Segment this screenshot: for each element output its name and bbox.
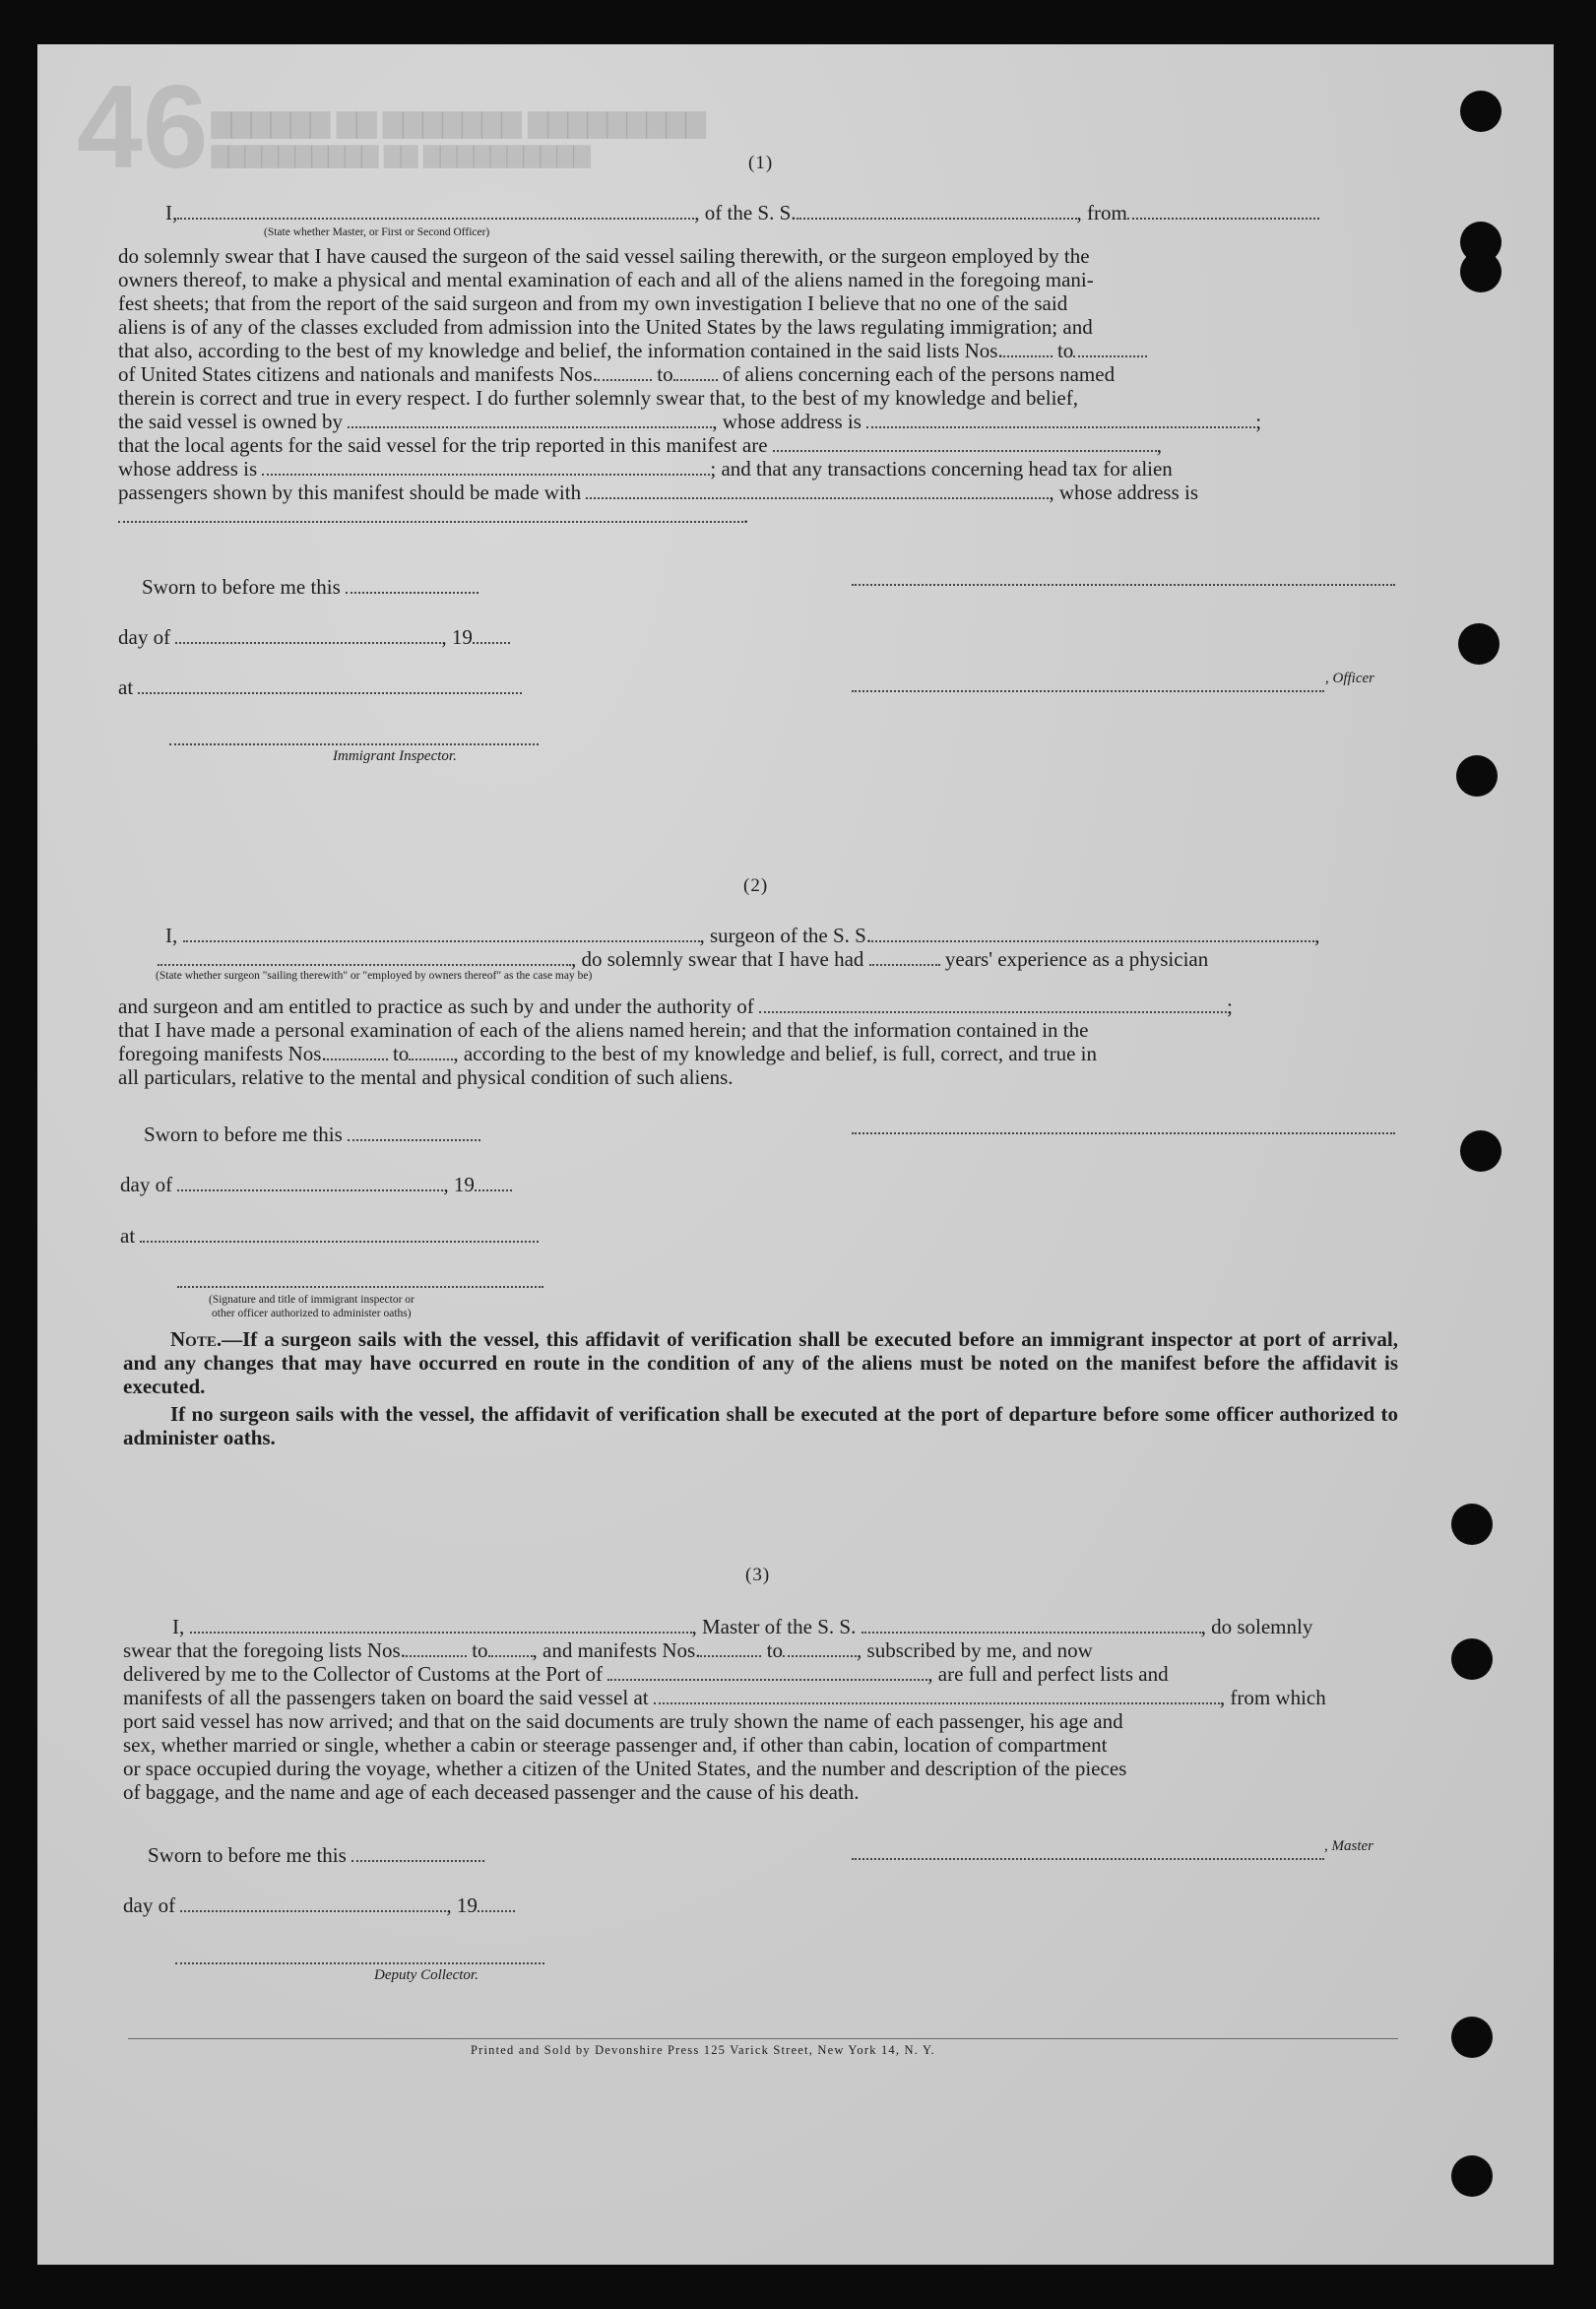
printer-imprint: Printed and Sold by Devonshire Press 125 Varick Street, New York 14, N. Y. xyxy=(471,2043,935,2057)
lists-nos-to-field[interactable] xyxy=(1073,342,1147,357)
bleed-through-big-number: 46 xyxy=(77,61,209,193)
s1-sworn: Sworn to before me this xyxy=(142,575,479,599)
s3-sworn-date-field[interactable] xyxy=(351,1846,484,1862)
s2-sig-hint-1: (Signature and title of immigrant inspector or xyxy=(209,1294,415,1306)
head-tax-address-field[interactable] xyxy=(118,507,743,523)
vessel-name-field[interactable] xyxy=(797,204,1077,220)
s2-day-of: day of , 19 xyxy=(120,1173,512,1196)
punch-hole-8 xyxy=(1451,1638,1493,1680)
s2-year-field[interactable] xyxy=(475,1176,512,1191)
s3-collector-signature-line[interactable] xyxy=(175,1962,544,1964)
s1-officer-hint: (State whether Master, or First or Second Officer) xyxy=(264,226,490,238)
s1-day-of: day of , 19 xyxy=(118,625,510,649)
s2-signature-line-top[interactable] xyxy=(852,1132,1395,1134)
s2-line-1: I, , surgeon of the S. S. , xyxy=(165,924,1320,947)
owner-address-field[interactable] xyxy=(866,413,1255,428)
punch-hole-6 xyxy=(1460,1130,1501,1172)
punch-hole-4 xyxy=(1458,623,1500,665)
s3-embark-port-field[interactable] xyxy=(654,1689,1220,1704)
s3-lists-to-field[interactable] xyxy=(488,1641,533,1657)
s3-port-field[interactable] xyxy=(607,1665,927,1681)
s3-manifests-to-field[interactable] xyxy=(783,1641,857,1657)
bleed-through-header-2: ▇▇▇▇▇▇▇▇▇▇ ▇▇ ▇▇▇▇▇▇▇▇▇▇ xyxy=(212,143,591,167)
agents-address-field[interactable] xyxy=(262,460,710,476)
local-agents-field[interactable] xyxy=(773,436,1157,452)
authority-field[interactable] xyxy=(759,997,1227,1013)
s2-at-field[interactable] xyxy=(140,1227,539,1243)
section-2-number: (2) xyxy=(743,875,769,896)
from-port-field[interactable] xyxy=(1127,204,1319,220)
s3-sworn: Sworn to before me this xyxy=(148,1843,484,1867)
manifests-nos-from-field[interactable] xyxy=(598,365,652,381)
note-paragraph-1: Note.—If a surgeon sails with the vessel, this affidavit of verification shall be executed before an immigrant inspector at port of arrival, and any changes that may have occurred en route in the condition of any of the aliens must be noted on the manifest before the affidavit is executed. xyxy=(123,1327,1398,1398)
punch-hole-3 xyxy=(1460,251,1501,292)
s3-day-of: day of , 19 xyxy=(123,1893,515,1917)
s3-line-3: delivered by me to the Collector of Customs at the Port of , are full and perfect lists and xyxy=(123,1662,1169,1686)
s3-line-1: I, , Master of the S. S. , do solemnly xyxy=(172,1615,1313,1638)
s3-vessel-field[interactable] xyxy=(862,1618,1201,1634)
s2-surgeon-hint: (State whether surgeon "sailing therewith" or "employed by owners thereof" as the case may be) xyxy=(156,970,593,982)
s2-line-2: , do solemnly swear that I have had years' experience as a physician xyxy=(158,947,1208,971)
s1-inspector-label: Immigrant Inspector. xyxy=(333,748,457,764)
s2-inspector-signature-line[interactable] xyxy=(177,1286,543,1288)
s2-day-field[interactable] xyxy=(177,1176,443,1191)
s2-at: at xyxy=(120,1224,539,1248)
section-3-number: (3) xyxy=(745,1565,771,1585)
lists-nos-from-field[interactable] xyxy=(1003,342,1053,357)
footer-rule xyxy=(128,2038,1398,2039)
s1-day-field[interactable] xyxy=(175,628,441,644)
s1-sworn-date-field[interactable] xyxy=(346,578,479,594)
s3-master-signature-line[interactable] xyxy=(852,1858,1324,1860)
section-1-number: (1) xyxy=(748,153,774,173)
s3-collector-label: Deputy Collector. xyxy=(374,1967,479,1983)
s2-manifests-to-field[interactable] xyxy=(409,1045,453,1060)
owner-field[interactable] xyxy=(348,413,712,428)
punch-hole-5 xyxy=(1456,755,1498,797)
s3-line-2: swear that the foregoing lists Nos. to , and manifests Nos. to , subscribed by me, and now xyxy=(123,1638,1093,1662)
s2-sworn-date-field[interactable] xyxy=(348,1125,480,1141)
s3-manifests-from-field[interactable] xyxy=(700,1641,761,1657)
punch-hole-9 xyxy=(1451,2017,1493,2058)
s2-sig-hint-2: other officer authorized to administer oaths) xyxy=(212,1308,412,1319)
surgeon-name-field[interactable] xyxy=(183,927,700,942)
s2-sworn: Sworn to before me this xyxy=(144,1122,480,1146)
s3-year-field[interactable] xyxy=(478,1896,515,1912)
punch-hole-7 xyxy=(1451,1504,1493,1545)
s1-year-field[interactable] xyxy=(473,628,510,644)
s1-at: at xyxy=(118,675,522,699)
punch-hole-1 xyxy=(1460,91,1501,132)
s1-paragraph: do solemnly swear that I have caused the surgeon of the said vessel sailing therewith, or the surgeon employed by the owners thereof, to make a physical and mental examination of each and all of the aliens named in the foregoing mani- fest sheets; that from the report of the said surgeon and from my own investigation I believe that no one of the said aliens is of any of the classes excluded from admission into the United States by the laws regulating immigration; and that also, according to the best of my knowledge and belief, the information contained in the said lists Nos. to of United States citizens and nationals and manifests Nos. to of aliens concerning each of the persons named therein is correct and true in every respect. I do further solemnly swear that, to the best of my knowledge and belief, the said vessel is owned by , whose address is ; that the local agents for the said vessel for the trip reported in this manifest are , whose address is ; and that any transactions concerning head tax for alien passengers shown by this manifest should be made with , whose address is . xyxy=(118,244,1262,528)
s1-inspector-signature-line[interactable] xyxy=(169,743,539,745)
s3-day-field[interactable] xyxy=(180,1896,446,1912)
s2-vessel-field[interactable] xyxy=(871,927,1314,942)
s1-line-1: I, , of the S. S. , from xyxy=(165,201,1319,224)
s3-master-name-field[interactable] xyxy=(190,1618,692,1634)
manifests-nos-to-field[interactable] xyxy=(673,365,718,381)
s3-line-4: manifests of all the passengers taken on board the said vessel at , from which xyxy=(123,1686,1326,1709)
s3-master-label: , Master xyxy=(1324,1838,1373,1854)
bleed-through-header: ▇▇▇▇▇▇ ▇▇ ▇▇▇▇▇▇▇ ▇▇▇▇▇▇▇▇▇ xyxy=(212,108,706,138)
s1-officer-signature-line-top[interactable] xyxy=(852,584,1395,586)
punch-hole-10 xyxy=(1451,2155,1493,2197)
master-name-field[interactable] xyxy=(177,204,694,220)
s3-lists-from-field[interactable] xyxy=(406,1641,467,1657)
years-experience-field[interactable] xyxy=(869,950,940,966)
s2-manifests-from-field[interactable] xyxy=(327,1045,388,1060)
head-tax-party-field[interactable] xyxy=(586,483,1049,499)
note-paragraph-2: If no surgeon sails with the vessel, the affidavit of verification shall be executed at the port of departure before some officer authorized to administer oaths. xyxy=(123,1402,1398,1449)
s2-paragraph: and surgeon and am entitled to practice as such by and under the authority of ; that I have made a personal examination of each of the aliens named herein; and that the information contained in the foregoing manifests Nos. to , according to the best of my knowledge and belief, is full, correct, and true in all particulars, relative to the mental and physical condition of such aliens. xyxy=(118,994,1233,1089)
s2-blank-field[interactable] xyxy=(158,950,571,966)
s1-officer-signature-line[interactable] xyxy=(852,690,1324,692)
s1-officer-label: , Officer xyxy=(1325,671,1374,686)
s3-paragraph: port said vessel has now arrived; and that on the said documents are truly shown the name of each passenger, his age and sex, whether married or single, whether a cabin or steerage passenger and, if other than cabin, location of compartment or space occupied during the voyage, whether a citizen of the United States, and the number and description of the pieces of baggage, and the name and age of each deceased passenger and the cause of his death. xyxy=(123,1709,1127,1804)
s1-at-field[interactable] xyxy=(138,678,522,694)
